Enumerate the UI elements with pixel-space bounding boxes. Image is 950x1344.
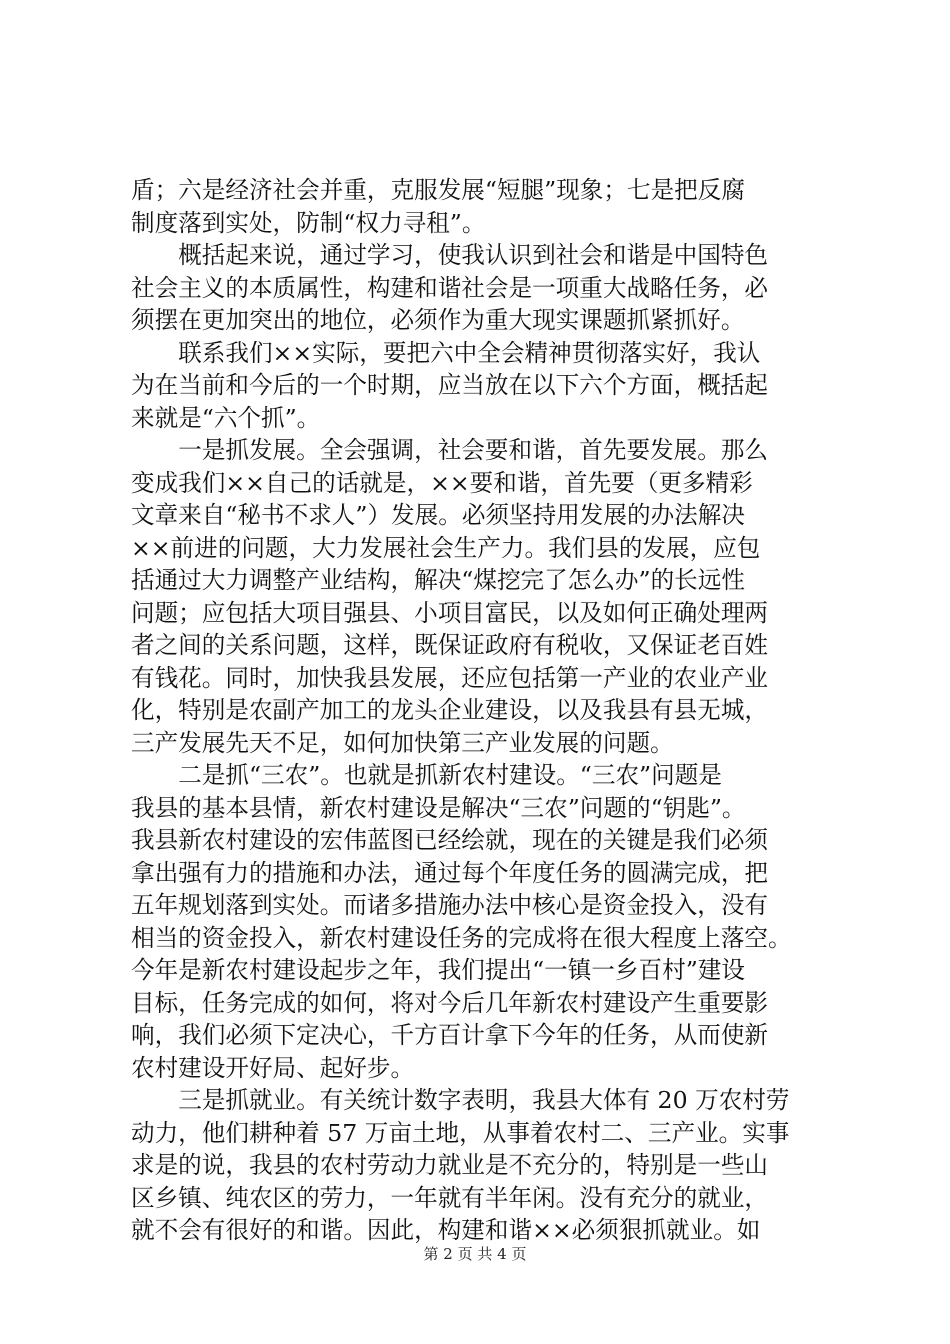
- page-number-footer: 第 2 页 共 4 页: [423, 1245, 527, 1263]
- paragraph-4: 一是抓发展。全会强调，社会要和谐，首先要发展。那么 变成我们××自己的话就是，××要和谐，首先要（更多精彩 文章来自“秘书不求人”）发展。必须坚持用发展的办法解决 ××前进的问题，大力发展社会生产力。我们县的发展，应包 括通过大力调整产业结构，解决“煤挖完了怎么办”的长远性 问题；应包括大项目强县、小项目富民，以及如何正确处理两 者之间的关系问题，这样，既保证政府有税收，又保证老百姓 有钱花。同时，加快我县发展，还应包括第一产业的农业产业 化，特别是农副产加工的龙头企业建设，以及我县有县无城， 三产发展先天不足，如何加快第三产业发展的问题。: [131, 436, 769, 757]
- paragraph-1: 盾；六是经济社会并重，克服发展“短腿”现象；七是把反腐 制度落到实处，防制“权力寻租”。: [131, 176, 745, 237]
- paragraph-2: 概括起来说，通过学习，使我认识到社会和谐是中国特色 社会主义的本质属性，构建和谐社会是一项重大战略任务，必 须摆在更加突出的地位，必须作为重大现实课题抓紧抓好。: [131, 241, 769, 334]
- paragraph-5: 二是抓“三农”。也就是抓新农村建设。“三农”问题是 我县的基本县情，新农村建设是解决“三农”问题的“钥匙”。 我县新农村建设的宏伟蓝图已经绘就，现在的关键是我们必须 拿出强有力的措施和办法，通过每个年度任务的圆满完成，把 五年规划落到实处。而诸多措施办法中核心是资金投入，没有 相当的资金投入，新农村建设任务的完成将在很大程度上落空。 今年是新农村建设起步之年，我们提出“一镇一乡百村”建设 目标，任务完成的如何，将对今后几年新农村建设产生重要影 响，我们必须下定决心，千方百计拿下今年的任务，从而使新 农村建设开好局、起好步。: [131, 761, 792, 1082]
- paragraph-3: 联系我们××实际，要把六中全会精神贯彻落实好，我认 为在当前和今后的一个时期，应当放在以下六个方面，概括起 来就是“六个抓”。: [131, 338, 769, 432]
- paragraph-6: 三是抓就业。有关统计数字表明，我县大体有 20 万农村劳 动力，他们耕种着 57 万亩土地，从事着农村二、三产业。实事 求是的说，我县的农村劳动力就业是不充分的，特别是一些山 区乡镇、纯农区的劳力，一年就有半年闲。没有充分的就业， 就不会有很好的和谐。因此，构建和谐××必须狠抓就业。如: [131, 1086, 790, 1244]
- document-body: [131, 174, 831, 1247]
